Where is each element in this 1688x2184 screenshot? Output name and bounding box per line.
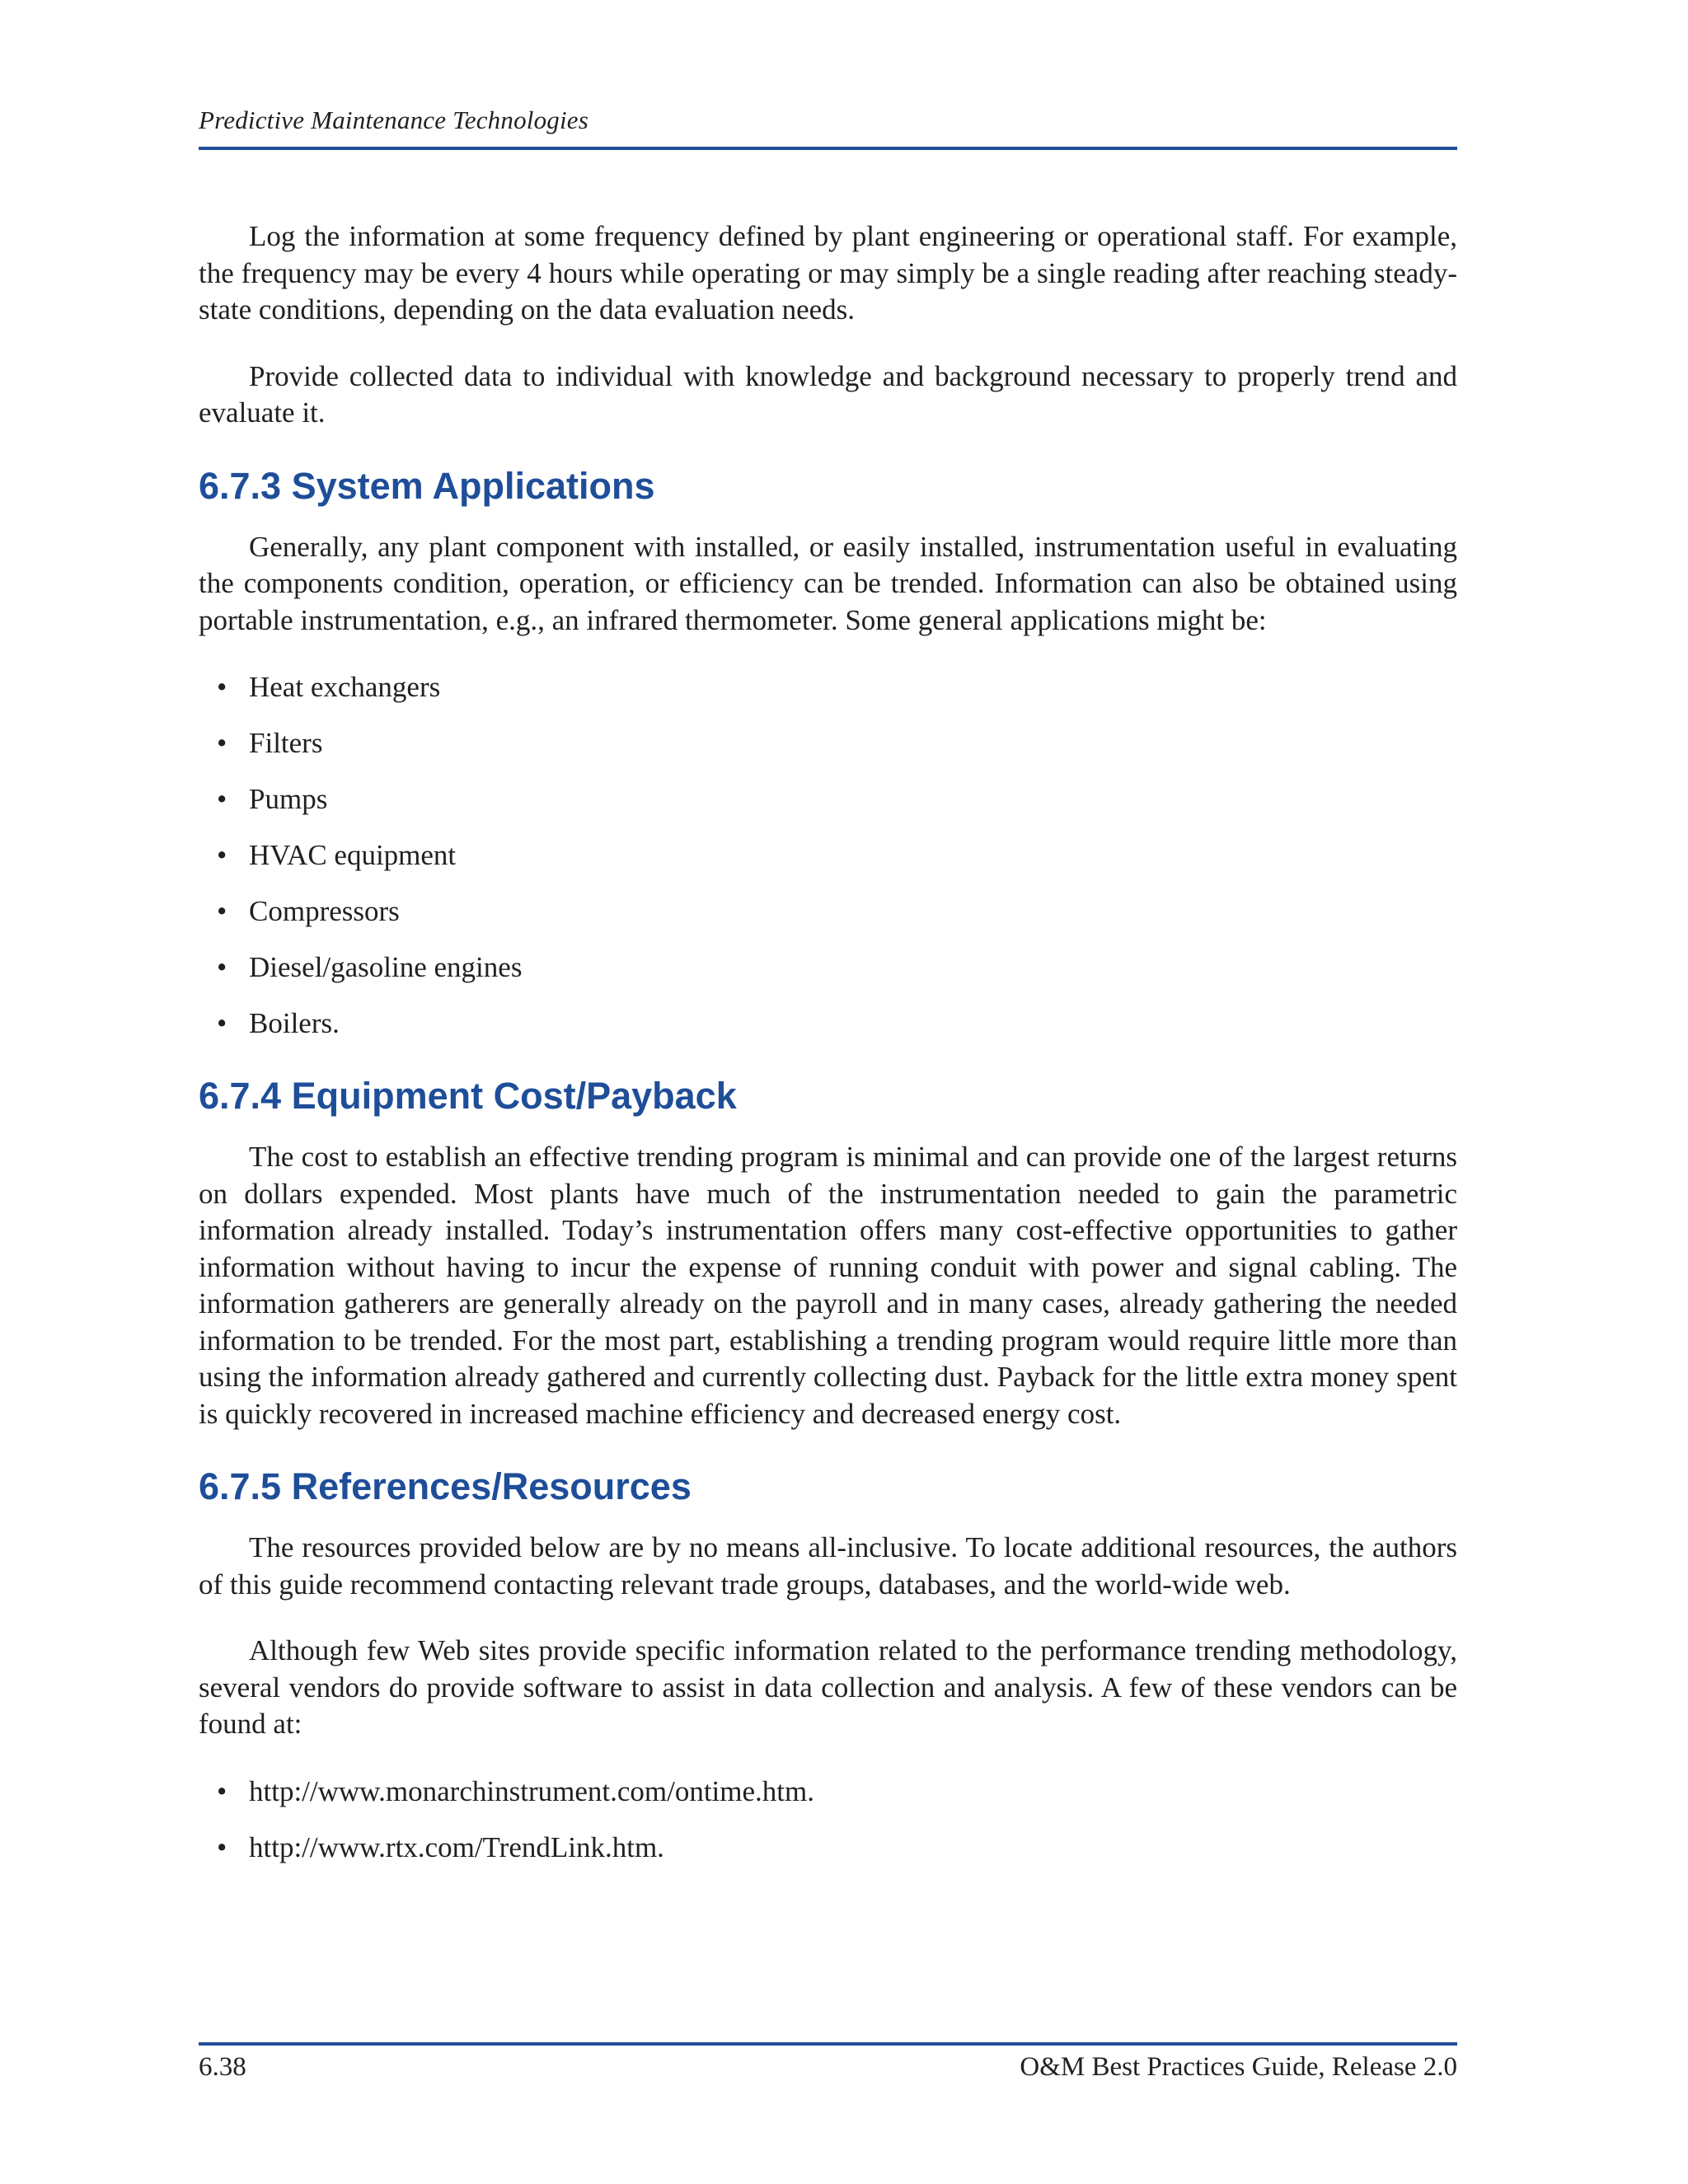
list-item-text: HVAC equipment xyxy=(249,839,457,871)
vendor-links-list xyxy=(199,1773,1457,1866)
bullet-icon: • xyxy=(217,671,227,703)
section-6-7-5-paragraph-1: The resources provided below are by no means all-inclusive. To locate additional resources, the authors of this guide recommend contacting relevant trade groups, databases, and the world-wide web. xyxy=(199,1531,1457,1601)
section-heading-6-7-4: 6.7.4 Equipment Cost/Payback xyxy=(199,1075,737,1117)
bullet-icon: • xyxy=(217,1830,227,1863)
vendor-link[interactable]: http://www.monarchinstrument.com/ontime.htm. xyxy=(249,1774,814,1807)
list-item xyxy=(199,837,1457,874)
running-header: Predictive Maintenance Technologies xyxy=(199,105,589,134)
bullet-icon: • xyxy=(217,951,227,983)
list-item-text: Heat exchangers xyxy=(249,671,441,703)
list-item xyxy=(199,1829,1457,1866)
bullet-icon: • xyxy=(217,1774,227,1807)
intro-paragraph-2: Provide collected data to individual with knowledge and background necessary to properly trend and evaluate it. xyxy=(199,359,1457,429)
section-heading-6-7-3: 6.7.3 System Applications xyxy=(199,464,655,507)
page-number: 6.38 xyxy=(199,2052,246,2082)
bullet-icon: • xyxy=(217,727,227,759)
applications-list xyxy=(199,668,1457,1042)
page-content xyxy=(199,218,1457,1885)
footer-rule xyxy=(199,2042,1457,2046)
list-item xyxy=(199,668,1457,705)
list-item-text: Boilers. xyxy=(249,1007,340,1039)
list-item xyxy=(199,1773,1457,1810)
header-rule xyxy=(199,147,1457,150)
list-item-text: Pumps xyxy=(249,783,328,815)
list-item-text: Compressors xyxy=(249,895,400,927)
bullet-icon: • xyxy=(217,1007,227,1039)
section-heading-6-7-5: 6.7.5 References/Resources xyxy=(199,1465,692,1507)
bullet-icon: • xyxy=(217,895,227,927)
section-6-7-5-paragraph-2: Although few Web sites provide specific information related to the performance trending methodology, several vendors do provide software to assist in data collection and analysis. A few of these vendors can be found at: xyxy=(199,1634,1457,1740)
intro-paragraph-1: Log the information at some frequency defined by plant engineering or operational staff. For example, the frequency may be every 4 hours while operating or may simply be a single reading after reaching steady-state conditions, depending on the data evaluation needs. xyxy=(199,220,1457,326)
list-item xyxy=(199,780,1457,818)
footer-guide-title: O&M Best Practices Guide, Release 2.0 xyxy=(1020,2052,1457,2082)
bullet-icon: • xyxy=(217,783,227,815)
bullet-icon: • xyxy=(217,839,227,871)
vendor-link[interactable]: http://www.rtx.com/TrendLink.htm. xyxy=(249,1830,664,1863)
list-item-text: Filters xyxy=(249,727,323,759)
list-item xyxy=(199,949,1457,986)
section-6-7-4-paragraph: The cost to establish an effective trending program is minimal and can provide one of the largest returns on dollars expended. Most plants have much of the instrumentation needed to gain the parametric information already installed. Today’s instrumentation offers many cost-effective opportunities to gather information without having to incur the expense of running conduit with power and signal cabling. The information gatherers are generally already on the payroll and in many cases, already gathering the needed information to be trended. For the most part, establishing a trending program would require little more than using the information already gathered and currently collecting dust. Payback for the little extra money spent is quickly recovered in increased machine efficiency and decreased energy cost. xyxy=(199,1141,1457,1430)
list-item-text: Diesel/gasoline engines xyxy=(249,951,523,983)
section-6-7-3-paragraph: Generally, any plant component with installed, or easily installed, instrumentation useful in evaluating the components condition, operation, or efficiency can be trended. Information can also be obtained using portable instrumentation, e.g., an infrared thermometer. Some general applications might be: xyxy=(199,530,1457,636)
list-item xyxy=(199,1005,1457,1042)
list-item xyxy=(199,893,1457,930)
list-item xyxy=(199,724,1457,762)
